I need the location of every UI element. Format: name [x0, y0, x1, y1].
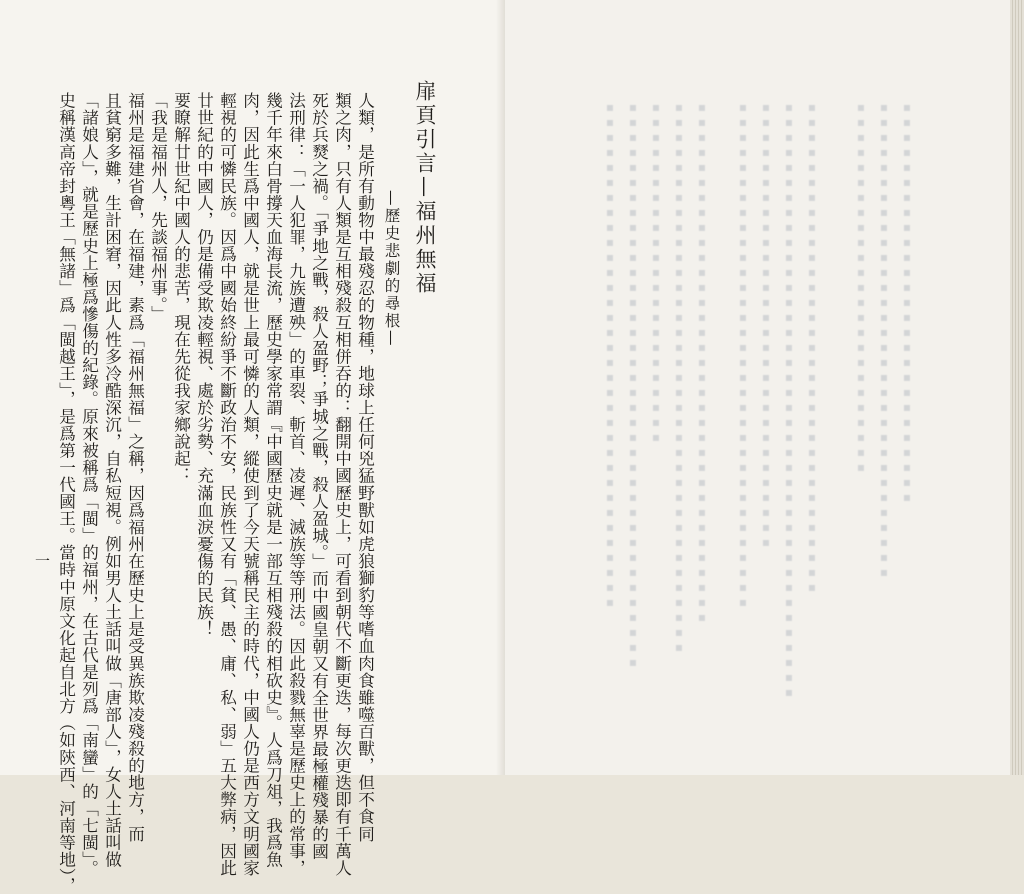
text-column-12: 且貧窮多難，生計困窘，因此人性多冷酷深沉，自私短視。例如男人土話叫做「唐部人」，女人土話叫做 [102, 92, 122, 868]
text-column-13: 「諸娘人」，就是歷史上極爲慘傷的紀錄。原來被稱爲「閩」的福州，在古代是列爲「南蠻」的「七閩」。 [79, 92, 99, 877]
text-column-14: 史稱漢高帝封粵王「無諸」爲「閩越王」，是爲第一代國王。當時中原文化起自北方（如陝西、河南等地）， [56, 92, 76, 894]
text-column-11: 福州是福建省會，在福建，素爲「福州無福」之稱，因爲福州在歷史上是受異族欺凌殘殺的地方，而 [125, 92, 145, 843]
text-column-2: 類之肉，只有人類是互相殘殺互相併吞的：翻開中國歷史上，可看到朝代不斷更迭，每次更迭即有千萬人 [332, 92, 352, 877]
text-column-9: 要瞭解廿世紀中國人的悲苦，現在先從我家鄉說起： [171, 92, 191, 485]
page-subtitle: —歷史悲劇的尋根— [382, 190, 401, 348]
text-column-7: 輕視的可憐民族。因爲中國始終紛爭不斷政治不安，民族性又有「貧、愚、庸、私、弱」五大弊病，因此 [217, 92, 237, 877]
text-column-3: 死於兵燹之禍。「爭地之戰，殺人盈野；爭城之戰，殺人盈城。」而中國皇朝又有全世界最極權殘暴的國 [309, 92, 329, 860]
page-number: 一 [35, 552, 51, 570]
text-column-1: 人類，是所有動物中最殘忍的物種，地球上任何兇猛野獸如虎狼獅豹等嗜血肉食雖噬百獸，但不食同 [355, 92, 375, 843]
page-title: 扉頁引言—福州無福 [413, 80, 437, 296]
text-column-4: 法刑律：「一人犯罪，九族遭殃」的車裂、斬首、凌遲、滅族等等刑法。因此殺戮無辜是歷史上的常事， [286, 92, 306, 877]
text-column-5: 幾千年來白骨撐天血海長流，歷史學家常謂『中國歷史就是一部互相殘殺的相砍史』。人爲刀俎，我爲魚 [263, 92, 283, 868]
left-page [0, 0, 505, 894]
text-column-10: 「我是福州人，先談福州事。」 [148, 92, 168, 323]
right-page: ▪▪▪▪▪▪▪▪▪▪▪▪▪▪▪▪▪▪▪▪▪▪▪▪▪▪▪ ▪▪▪▪▪▪▪▪▪▪▪▪▪▪▪▪▪▪▪▪▪▪▪▪▪▪▪▪▪▪▪▪ ▪▪▪▪▪▪▪▪▪▪▪▪▪▪▪▪▪▪▪▪▪▪▪▪▪ ▪▪▪▪▪▪▪▪▪▪▪▪▪▪▪▪▪▪▪▪▪▪▪▪▪▪▪▪▪▪▪▪▪ ▪▪▪▪▪▪▪▪▪▪▪▪▪▪▪▪▪▪▪▪▪▪▪▪▪▪▪▪▪▪▪▪▪▪▪▪▪▪▪▪ ▪▪▪▪▪▪▪▪▪▪▪▪▪▪▪▪▪▪▪▪▪▪▪▪▪▪▪▪▪▪ ▪▪▪▪▪▪▪▪▪▪▪▪▪▪▪▪▪▪▪▪▪▪▪▪▪▪▪▪▪▪▪▪▪▪ ▪▪▪▪▪▪▪▪▪▪▪▪▪▪▪▪▪▪▪▪▪▪▪▪▪▪▪▪▪▪▪▪▪▪▪ ▪▪▪▪▪▪▪▪▪▪▪▪▪▪▪▪▪▪▪▪▪▪▪▪▪▪▪▪▪▪▪▪▪▪▪▪▪ ▪▪▪▪▪▪▪▪▪▪▪▪▪▪▪▪▪▪▪▪▪▪▪ ▪▪▪▪▪▪▪▪▪▪▪▪▪▪▪▪▪▪▪▪▪▪▪▪▪▪▪▪▪▪▪▪▪▪▪▪▪▪ ▪▪▪▪▪▪▪▪▪▪▪▪▪▪▪▪▪▪▪▪▪▪▪▪▪▪▪▪▪▪▪▪▪▪ [505, 0, 1024, 775]
text-column-6: 肉，因此生爲中國人，就是世上最可憐的人類，縱使到了今天號稱民主的時代，中國人仍是西方文明國家 [240, 92, 260, 877]
text-column-8: 廿世紀的中國人，仍是備受欺凌輕視、處於劣勢、充滿血淚憂傷的民族！ [194, 92, 214, 638]
page-stack-edge [1010, 0, 1024, 775]
